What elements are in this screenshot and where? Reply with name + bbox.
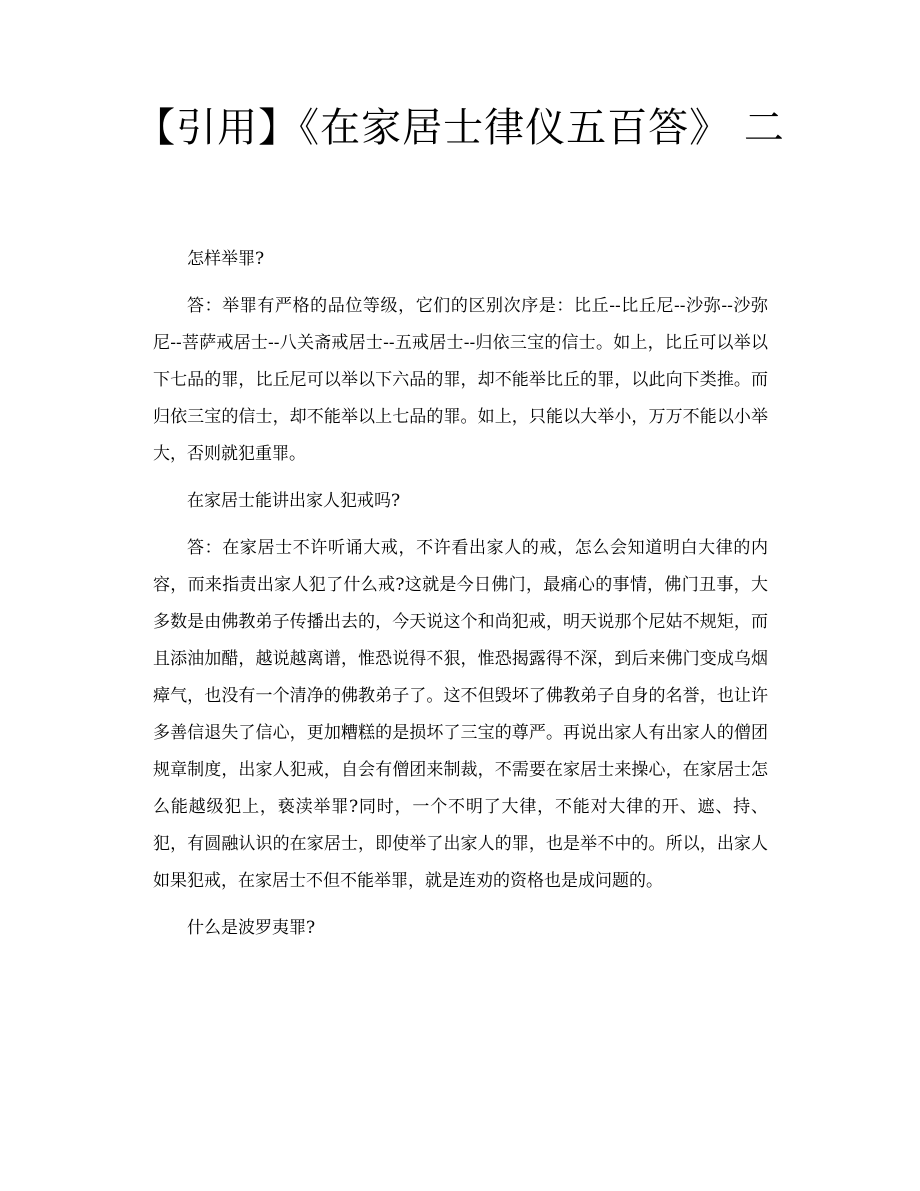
document-title: 【引用】《在家居士律仪五百答》 二 [135, 105, 785, 151]
answer-paragraph: 答：在家居士不许听诵大戒，不许看出家人的戒，怎么会知道明白大律的内容，而来指责出家人犯了什么戒?这就是今日佛门，最痛心的事情，佛门丑事，大多数是由佛教弟子传播出去的，今天说这个和尚犯戒，明天说那个尼姑不规矩，而且添油加醋，越说越离谱，惟恐说得不狠，惟恐揭露得不深，到后来佛门变成乌烟瘴气，也没有一个清净的佛教弟子了。这不但毁坏了佛教弟子自身的名誉，也让许多善信退失了信心，更加糟糕的是损坏了三宝的尊严。再说出家人有出家人的僧团规章制度，出家人犯戒，自会有僧团来制裁，不需要在家居士来操心，在家居士怎么能越级犯上，亵渎举罪?同时，一个不明了大律，不能对大律的开、遮、持、犯，有圆融认识的在家居士，即使举了出家人的罪，也是举不中的。所以，出家人如果犯戒，在家居士不但不能举罪，就是连劝的资格也是成问题的。 [153, 538, 768, 891]
question-paragraph: 怎样举罪? [187, 249, 265, 269]
document-body [153, 241, 768, 957]
question-paragraph: 什么是波罗夷罪? [187, 918, 316, 938]
question-paragraph: 在家居士能讲出家人犯戒吗? [187, 491, 401, 511]
answer-paragraph: 答：举罪有严格的品位等级，它们的区别次序是：比丘--比丘尼--沙弥--沙弥尼--菩萨戒居士--八关斋戒居士--五戒居士--归依三宝的信士。如上，比丘可以举以下七品的罪，比丘尼可以举以下六品的罪，却不能举比丘的罪，以此向下类推。而归依三宝的信士，却不能举以上七品的罪。如上，只能以大举小，万万不能以小举大，否则就犯重罪。 [153, 296, 768, 464]
